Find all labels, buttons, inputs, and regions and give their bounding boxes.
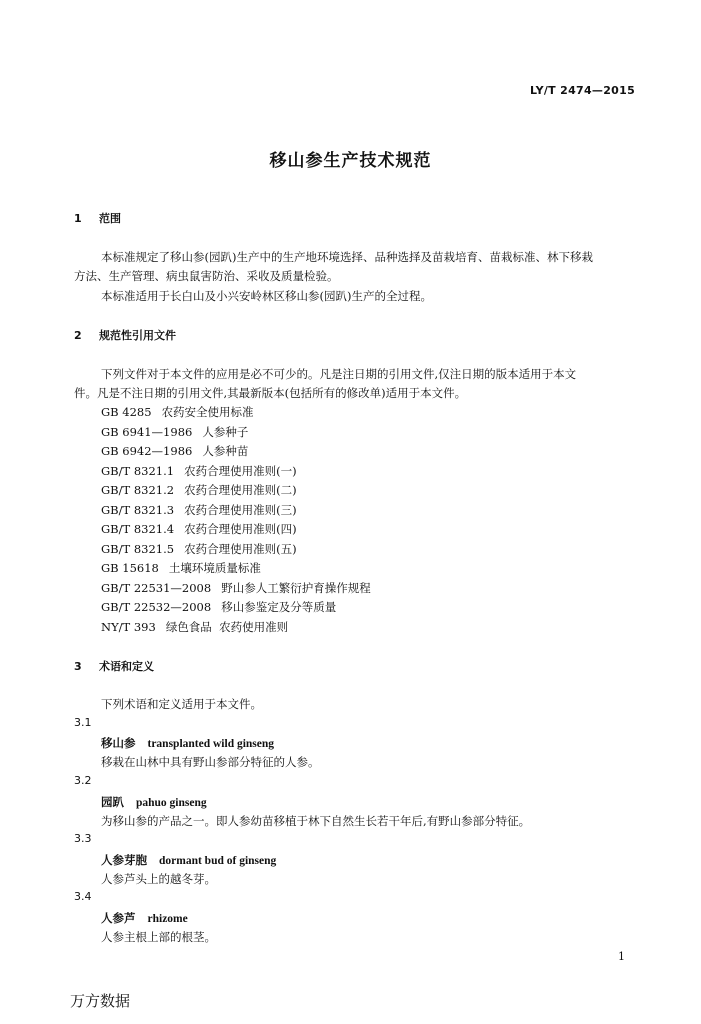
reference-title: 野山参人工繁衍护育操作规程	[221, 581, 371, 595]
reference-item	[101, 580, 371, 596]
reference-item	[101, 599, 336, 615]
term-definition: 人参主根上部的根茎。	[101, 930, 216, 944]
term-en: dormant bud of ginseng	[159, 855, 277, 867]
term-heading	[101, 735, 274, 751]
footer-brand: 万方数据	[70, 992, 131, 1010]
reference-title: 人参种子	[202, 425, 249, 439]
paragraph-line: 本标准适用于长白山及小兴安岭林区移山参(园趴)生产的全过程。	[101, 289, 432, 303]
section-title: 范围	[99, 212, 121, 225]
section-2-heading	[74, 327, 176, 343]
reference-code: GB 6941—1986	[101, 425, 193, 439]
section-number: 1	[74, 212, 82, 225]
reference-code: GB/T 8321.4	[101, 522, 175, 536]
term-heading	[101, 910, 188, 926]
reference-title: 农药合理使用准则(四)	[184, 522, 297, 536]
reference-code: GB/T 22532—2008	[101, 600, 212, 614]
reference-title: 农药合理使用准则(二)	[184, 483, 297, 497]
section-1-heading	[74, 210, 121, 226]
term-definition: 人参芦头上的越冬芽。	[101, 872, 216, 886]
reference-title: 农药合理使用准则(一)	[184, 464, 297, 478]
reference-item	[101, 521, 297, 537]
term-number: 3.2	[74, 774, 92, 787]
page-number: 1	[618, 950, 625, 963]
reference-code: GB/T 8321.2	[101, 483, 175, 497]
term-definition: 移栽在山林中具有野山参部分特征的人参。	[101, 755, 320, 769]
reference-code: GB/T 8321.1	[101, 464, 175, 478]
term-zh: 人参芽胞	[101, 853, 147, 867]
section-title: 规范性引用文件	[99, 329, 176, 342]
term-heading	[101, 852, 276, 868]
reference-code: GB 6942—1986	[101, 444, 193, 458]
reference-item	[101, 619, 288, 635]
reference-title: 土壤环境质量标准	[168, 561, 261, 575]
reference-title: 农药合理使用准则(三)	[184, 503, 297, 517]
term-zh: 园趴	[101, 795, 124, 809]
section-number: 3	[74, 660, 82, 673]
term-en: rhizome	[147, 913, 188, 925]
reference-item	[101, 502, 297, 518]
term-en: pahuo ginseng	[136, 797, 207, 809]
paragraph-line: 方法、生产管理、病虫鼠害防治、采收及质量检验。	[74, 269, 339, 283]
reference-item	[101, 560, 261, 576]
term-heading	[101, 794, 207, 810]
reference-code: GB/T 22531—2008	[101, 581, 212, 595]
section-3-heading	[74, 658, 154, 674]
paragraph-line: 下列文件对于本文件的应用是必不可少的。凡是注日期的引用文件,仅注日期的版本适用于本文	[101, 367, 577, 381]
reference-title: 农药合理使用准则(五)	[184, 542, 297, 556]
reference-item	[101, 443, 248, 459]
term-zh: 移山参	[101, 736, 136, 750]
reference-code: GB 4285	[101, 405, 152, 419]
standard-code: LY/T 2474—2015	[530, 84, 636, 97]
term-number: 3.1	[74, 716, 92, 729]
term-number: 3.4	[74, 890, 92, 903]
reference-code: GB/T 8321.5	[101, 542, 175, 556]
term-en: transplanted wild ginseng	[147, 738, 275, 750]
reference-code: GB/T 8321.3	[101, 503, 175, 517]
reference-item	[101, 424, 248, 440]
reference-item	[101, 463, 297, 479]
reference-item	[101, 482, 297, 498]
paragraph-line: 件。凡是不注日期的引用文件,其最新版本(包括所有的修改单)适用于本文件。	[74, 386, 467, 400]
term-number: 3.3	[74, 832, 92, 845]
term-definition: 为移山参的产品之一。即人参幼苗移植于林下自然生长若干年后,有野山参部分特征。	[101, 814, 531, 828]
reference-title: 农药安全使用标准	[161, 405, 254, 419]
reference-item	[101, 404, 254, 420]
section-number: 2	[74, 329, 82, 342]
section-title: 术语和定义	[99, 660, 154, 673]
reference-title: 移山参鉴定及分等质量	[221, 600, 337, 614]
reference-title: 绿色食品 农药使用准则	[165, 620, 289, 634]
document-title: 移山参生产技术规范	[269, 151, 432, 171]
reference-title: 人参种苗	[202, 444, 249, 458]
paragraph-line: 本标准规定了移山参(园趴)生产中的生产地环境选择、品种选择及苗栽培育、苗栽标准、林下移栽	[101, 250, 593, 264]
term-zh: 人参芦	[101, 911, 136, 925]
reference-code: NY/T 393	[101, 620, 156, 634]
reference-code: GB 15618	[101, 561, 159, 575]
paragraph-line: 下列术语和定义适用于本文件。	[101, 697, 262, 711]
reference-item	[101, 541, 297, 557]
